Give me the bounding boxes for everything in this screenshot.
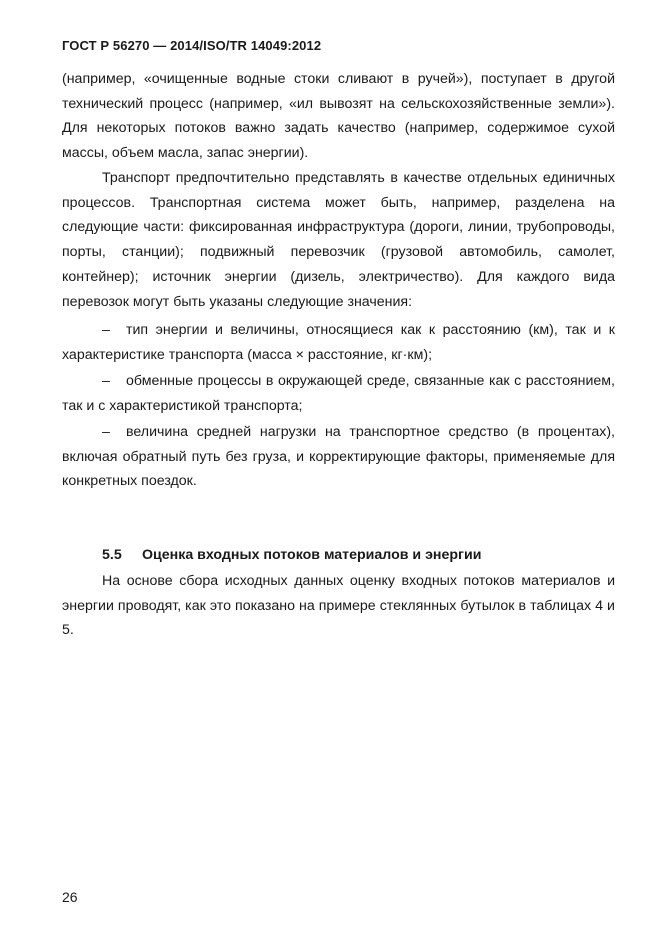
list-item-text: величина средней нагрузки на транспортное средство (в процентах), включая обратный путь без груза, и корректирующие факторы, применяемые для конкретных поездок.	[62, 424, 615, 490]
list-item-text: обменные процессы в окружающей среде, связанные как с расстоянием, так и с характеристикой транспорта;	[62, 373, 615, 414]
section-number: 5.5	[102, 547, 122, 563]
list-item	[62, 369, 615, 418]
list-dash: –	[102, 322, 110, 338]
page-number: 26	[62, 889, 78, 905]
document-header: ГОСТ Р 56270 — 2014/ISO/TR 14049:2012	[62, 38, 322, 53]
paragraph-transport: Транспорт предпочтительно представлять в качестве отдельных единичных процессов. Транспортная система может быть, например, разделена на следующие части: фиксированная инфраструктура (дороги, линии, трубопроводы, порты, станции); подвижный перевозчик (грузовой автомобиль, самолет, контейнер); источник энергии (дизель, электричество). Для каждого вида перевозок могут быть указаны следующие значения:	[62, 170, 615, 310]
section-paragraph: На основе сбора исходных данных оценку входных потоков материалов и энергии проводят, как это показано на примере стеклянных бутылок в таблицах 4 и 5.	[62, 573, 615, 639]
list-item-text: тип энергии и величины, относящиеся как к расстоянию (км), так и к характеристике транспорта (масса × расстояние, кг·км);	[62, 322, 615, 363]
section-title: Оценка входных потоков материалов и энергии	[142, 547, 482, 563]
paragraph-continuation: (например, «очищенные водные стоки сливают в ручей»), поступает в другой технический процесс (например, «ил вывозят на сельскохозяйственные земли»). Для некоторых потоков важно задать качество (например, содержимое сухой массы, объем масла, запас энергии).	[62, 71, 615, 162]
list-item	[62, 318, 615, 367]
section-heading	[102, 543, 481, 567]
list-dash: –	[102, 373, 110, 389]
list-dash: –	[102, 424, 110, 440]
list-item	[62, 420, 615, 494]
